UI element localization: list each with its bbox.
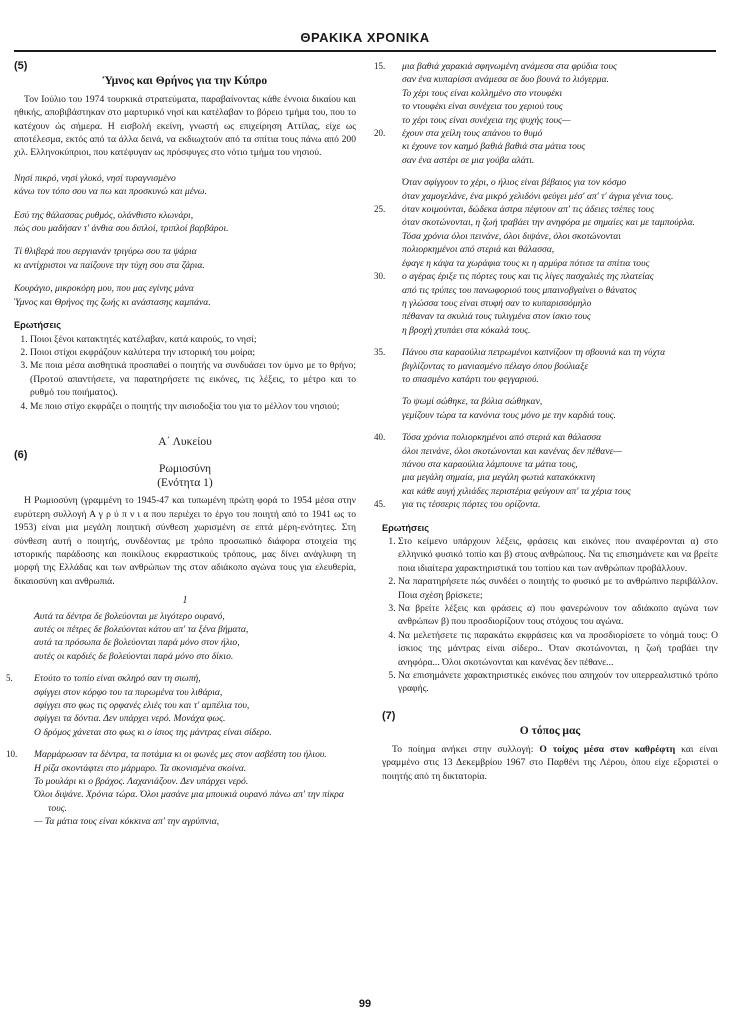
poem-line-text: Το χέρι τους είναι κολλημένο στο ντουφέκι [402,87,563,99]
poem-line: Ύμνος και Θρήνος της ζωής κι ανάστασης καμπάνα. [14,296,211,308]
poem-line: 10. Μαρμάρωσαν τα δέντρα, τα ποτάμια κι οι φωνές μες στον ασβέστη του ήλιου. [6,749,327,761]
poem-line [402,471,718,484]
section-7-intro-c: και είναι γραμμένο στις 13 Δεκεμβρίου 1967 στο Παρθένι της Λέρου, όπου είχε εξοριστεί ο ποιητής από τη δικτατορία. [382,743,718,782]
poem-line [402,176,718,189]
question-item: 2. Να παρατηρήσετε πώς συνδέει ο ποιητής το φυσικό με το ανθρώπινο περιβάλλον. Ποια σχέση βρίσκετε; [398,575,718,602]
poem-line [34,610,356,623]
stanza-gap [402,386,718,395]
section-6-poem-left [6,610,356,829]
section-5-number: (5) [14,60,28,72]
poem-line [402,140,718,153]
poem-line-text: αυτές οι πέτρες δε βολεύονται κάτου απ' τα ξένα βήματα, [34,624,249,635]
poem-stanza [14,209,356,236]
poem-line [402,310,718,323]
right-column [374,60,718,783]
poem-line [402,114,718,127]
section-7-intro [382,743,718,783]
section-7-number: (7) [382,709,396,722]
poem-line: κάνω τον τόπο σου να πω και προσκυνώ και μένω. [14,186,207,198]
grade-heading: Α΄ Λυκείου [158,435,212,448]
poem-line [34,775,356,788]
poem-line-text: Η ρίζα σκοντάφτει στο μάρμαρο. Τα σκονισμένα σκοίνα. [34,762,247,774]
stanza-gap [402,167,718,176]
poem-line [34,762,356,775]
poem-line-text: το ντουφέκι είναι συνέχεια του χεριού τους [402,101,563,113]
poem-line-text: μια μεγάλη σημαία, μια μεγάλη φωτιά κατακόκκινη [402,472,596,484]
stanza-gap [34,739,356,748]
poem-line-text: έφαγε η κάψα τα χωράφια τους κι η αρμύρα πότισε τα σπίτια τους [402,257,650,269]
poem-line-text: σφίγγει στον κόρφο του τα πυρωμένα του λιθάρια, [34,686,223,698]
running-header: ΘΡΑΚΙΚΑ ΧΡΟΝΙΚΑ [300,30,430,45]
poem-line-text: — Τα μάτια τους είναι κόκκινα απ' την αγρύπνια, [34,816,220,828]
poem-line-text: Όλοι διψάνε. Χρόνια τώρα. Όλοι μασάνε μια μπουκιά ουρανό πάνω απ' την πίκρα τους. [34,789,344,814]
poem-line-text: Τόσα χρόνια πολιορκημένοι από στεριά και θάλασσα [402,432,602,444]
poem-stanza [14,282,356,309]
question-item: 1. Στο κείμενο υπάρχουν λέξεις, φράσεις και εικόνες που αναφέρονται α) στο ελληνικό φυσικό τοπίο και β) στους ανθρώπους. Να τις επισημάνετε και να βρείτε ποια ιδιαίτερα χαρακτηριστικά του τοπίου και των ανθρώπων προβάλλουν. [398,535,718,575]
poem-line-text: αυτές οι καρδιές δε βολεύονται παρά μόνο στο δίκιο. [34,650,234,662]
section-5-title: Ύμνος και Θρήνος για την Κύπρο [102,75,268,88]
poem-line [402,360,718,373]
poem-line: Νησί πικρό, νησί γλυκό, νησί τυραγνισμένο [14,172,176,184]
poem-line: 30. ο αγέρας έριξε τις πόρτες τους και τις λίγες πασχαλιές της πλατείας [374,271,654,283]
poem-line [402,395,718,408]
poem-line-text: πέθαναν τα σκυλιά τους τυλιγμένα στον ίσκιο τους [402,311,591,323]
poem-line-text: Ετούτο το τοπίο είναι σκληρό σαν τη σιωπή, [34,673,201,685]
section-6-number: (6) [14,448,28,461]
poem-line [402,373,718,386]
section-5-questions [14,333,356,413]
poem-line-text: η βροχή χτυπάει στα κόκαλά τους. [402,324,531,336]
poem-line: Εσύ της θάλασσας ρυθμός, ολάνθιστο κλωνάρι, [14,209,194,221]
poem-line-text: κι έχουνε τον καημό βαθιά βαθιά στα μάτια τους [402,141,586,153]
poem-line-text: σφίγγει στο φως τις ορφανές ελιές του και τ' αμπέλια του, [34,700,250,712]
poem-line-text: το σπασμένο κατάρτι του φεγγαριού. [402,373,539,385]
poem-line: πώς σου μαδήσαν τ' άνθια σου διπλοί, τριπλοί βαρβάροι. [14,223,229,235]
poem-line-text: όλοι πεινάνε, όλοι σκοτώνονται και κανένας δεν πέθανε— [402,445,622,457]
poem-line [34,726,356,739]
poem-line-text: σαν ένα αστέρι σε μια γούβα αλάτι. [402,154,535,166]
poem-line-text: Πάνου στα καραούλια πετρωμένοι καπνίζουν τη σβουνιά και τη νύχτα [402,347,666,359]
poem-line [402,409,718,422]
page-number: 99 [358,998,372,1010]
question-item: 4. Να μελετήσετε τις παρακάτω εκφράσεις και να προσδιορίσετε το νόημά τους: Ο ίσκιος της μάντρας είναι σίδερο.. Όταν σκοτώνονται, η ζωή τραβάει την ανηφόρα... Όλοι σκοτώνονται και κανένας δεν πέθανε... [398,629,718,669]
poem-line [402,73,718,86]
poem-line [402,297,718,310]
poem-line-text: μια βαθιά χαρακιά σφηνωμένη ανάμεσα στα φρύδια τους [402,61,617,72]
section-6-poem-right [374,60,718,512]
poem-line [402,284,718,297]
stanza-gap [34,663,356,672]
poem-line-text: Όταν σφίγγουν το χέρι, ο ήλιος είναι βέβαιος για τον κόσμο [402,177,627,189]
question-item: 2. Ποιοι στίχοι εκφράζουν καλύτερα την ιστορική του μοίρα; [30,346,356,359]
section-5-questions-heading: Ερωτήσεις [14,320,62,331]
poem-stanza [14,172,356,199]
poem-line-text: πολιορκημένοι από στεριά και θάλασσα, [402,244,555,256]
question-item: 4. Με ποιο στίχο εκφράζει ο ποιητής την αισιοδοξία του για το μέλλον του νησιού; [30,400,356,413]
poem-line: 15. μια βαθιά χαρακιά σφηνωμένη ανάμεσα στα φρύδια τους [374,61,617,72]
poem-line [402,216,718,229]
poem-line: Τί θλιβερά που σεργιανάν τριγύρω σου τα ψάρια [14,246,197,258]
poem-line: 35. Πάνου στα καραούλια πετρωμένοι καπνίζουν τη σβουνιά και τη νύχτα [374,347,666,359]
poem-line-text: αυτά τα πρόσωπα δε βολεύονται παρά μόνο στον ήλιο, [34,637,240,649]
poem-line-text: Ο δρόμος χάνεται στο φως κι ο ίσιος της μάντρας είναι σίδερο. [34,726,272,738]
poem-line-text: έχουν στα χείλη τους απάνου το θυμό [402,128,543,140]
left-column [6,60,356,829]
poem-line [402,100,718,113]
poem-line [402,154,718,167]
poem-line: κι αντίχριστοι να παίζουνε την τύχη σου στα ζάρια. [14,259,205,271]
poem-line [402,243,718,256]
poem-line [34,712,356,725]
section-5-poem [14,172,356,309]
poem-line-text: βιγλίζοντας το μανιασμένο πέλαγο όπου βούλιαξε [402,360,589,372]
section-6-questions-heading: Ερωτήσεις [382,522,430,533]
poem-line [34,650,356,663]
poem-line-text: σαν ένα κυπαρίσσι ανάμεσα σε δυο βουνά το λιόγερμα. [402,74,609,86]
poem-line-text: από τις τρύπες του πανωφοριού τους μπαινοβγαίνει ο θάνατος [402,284,637,296]
poem-line-text: ο αγέρας έριξε τις πόρτες τους και τις λίγες πασχαλιές της πλατείας [402,271,654,283]
poem-line-text: το χέρι τους είναι συνέχεια της ψυχής τους— [402,114,571,126]
stanza-gap [402,337,718,346]
poem-line [34,699,356,712]
poem-line [402,257,718,270]
poem-line-text: όταν χαμογελάνε, ένα μικρό χελιδόνι φεύγει μέσ' απ' τ' άγρια γένια τους. [402,190,674,202]
poem-line [402,230,718,243]
section-7-intro-a: Το ποίημα ανήκει στην συλλογή: [392,743,540,755]
section-6-questions [382,535,718,696]
poem-line: 40. Τόσα χρόνια πολιορκημένοι από στεριά και θάλασσα [374,432,602,444]
poem-line-text: Τόσα χρόνια όλοι πεινάνε, όλοι διψάνε, όλοι σκοτώνονται [402,230,621,242]
poem-line-text: η γλώσσα τους είναι στυφή σαν το κυπαρισσόμηλο [402,297,592,309]
poem-line [34,686,356,699]
question-item: 3. Με ποια μέσα αισθητικά προσπαθεί ο ποιητής να συνδυάσει τον ύμνο με το θρήνο; (Προτού απαντήσετε, να παρατηρήσετε τις εικόνες, τις λέξεις, το μέτρο και το ρυθμό του ποιήματος). [30,359,356,399]
collection-title: Ο τοίχος μέσα στον καθρέφτη [539,743,676,755]
section-6-subtitle: (Ενότητα 1) [157,477,213,490]
poem-line [402,190,718,203]
section-7-title: Ο τόπος μας [519,725,581,738]
poem-line-text: γεμίζουν τώρα τα κανόνια τους μόνο με την καρδιά τους. [402,409,616,421]
poem-line: 45. για τις τέσσερις πόρτες του ορίζοντα. [374,499,541,511]
poem-line-text: πάνου στα καραούλια λάμπουνε τα μάτια τους, [402,458,578,470]
poem-line: 20. έχουν στα χείλη τους απάνου το θυμό [374,128,543,140]
poem-line-text: Το μουλάρι κι ο βράχος. Λαχανιάζουν. Δεν υπάρχει νερό. [34,776,249,788]
poem-line: 5. Ετούτο το τοπίο είναι σκληρό σαν τη σιωπή, [6,673,201,685]
poem-line-text: σφίγγει τα δόντια. Δεν υπάρχει νερό. Μονάχα φως. [34,713,226,725]
poem-line-text: όταν κοιμούνται, δώδεκα άστρα πέφτουν απ' τις άδειες τσέπες τους [402,204,655,216]
poem-line [402,485,718,498]
poem-line-text: για τις τέσσερις πόρτες του ορίζοντα. [402,499,541,511]
poem-line-text: και κάθε αυγή χιλιάδες περιστέρια φεύγουν απ' τα χέρια τους [402,485,631,497]
poem-line [402,324,718,337]
question-item: 3. Να βρείτε λέξεις και φράσεις α) που φανερώνουν τον αδιάκοπο αγώνα των ανθρώπων β) που προσδιορίζουν τους στόχους του αγώνα. [398,602,718,629]
section-6-title: Ρωμιοσύνη [158,463,212,476]
section-5-intro: Τον Ιούλιο του 1974 τουρκικά στρατεύματα, παραβαίνοντας κάθε έννοια δικαίου και ηθικής, αποβιβάστηκαν στο μαρτυρικό νησί και κατέλαβαν το βόρειο τμήμα του, που το κατέχουν ώς σήμερα. Η εισβολή εκείνη, γνωστή ως επιχείρηση Αττίλας, είχε ως αποτέλεσμα, εκτός από τα άλλα δεινά, να εκδιωχτούν από τα σπίτια τους πάνω από 200 χιλ. Ελληνοκύπριοι, που κατέφυγαν ως πρόσφυγες στο νότιο τμήμα του νησιού. [14,93,356,159]
poem-part-number: 1 [182,595,188,607]
section-6-intro: Η Ρωμιοσύνη (γραμμένη το 1945-47 και τυπωμένη πρώτη φορά το 1954 μέσα στην ευρύτερη συλλογή Α γ ρ ύ π ν ι α που περιέχει το έργο του ποιητή από το 1941 ως το 1953) είναι μια μεγάλη ποιητική σύνθεση χωρισμένη σε επτά μέρη-ενότητες. Στη σύνθεση αυτή ο ποιητής, συνδέοντας με τρόπο προσωπικό διάφορα στοιχεία της ιστορικής παράδοσης και ποικίλους εκφραστικούς τρόπους, μας δίνει ανάγλυφη τη μορφή της Ελλάδας και των ανθρώπων της στον αδιάκοπο αγώνα τους για ελευθερία, δικαιοσύνη και ανθρωπιά. [14,495,356,587]
poem-line [34,636,356,649]
header-rule [14,50,716,52]
question-item: 5. Να επισημάνετε χαρακτηριστικές εικόνες που απηχούν τον υπερρεαλιστικό τρόπο γραφής. [398,669,718,696]
question-item: 1. Ποιοι ξένοι κατακτητές κατέλαβαν, κατά καιρούς, το νησί; [30,333,356,346]
poem-line [402,458,718,471]
poem-line [402,445,718,458]
poem-line-text: Αυτά τα δέντρα δε βολεύονται με λιγότερο ουρανό, [34,610,225,622]
poem-line: Κουράγιο, μικροκόρη μου, που μας εγίνης μάνα [14,283,194,295]
poem-line [34,788,356,815]
poem-line-text: Μαρμάρωσαν τα δέντρα, τα ποτάμια κι οι φωνές μες στον ασβέστη του ήλιου. [34,749,327,761]
poem-line: 25. όταν κοιμούνται, δώδεκα άστρα πέφτουν απ' τις άδειες τσέπες τους [374,204,655,216]
poem-line-text: Το ψωμί σώθηκε, τα βόλια σώθηκαν, [402,396,543,408]
poem-line [34,815,356,828]
poem-line [34,623,356,636]
poem-line [402,87,718,100]
stanza-gap [402,422,718,431]
poem-stanza [14,245,356,272]
poem-line-text: όταν σκοτώνονται, η ζωή τραβάει την ανηφόρα με σημαίες και με ταμπούρλα. [402,217,695,229]
